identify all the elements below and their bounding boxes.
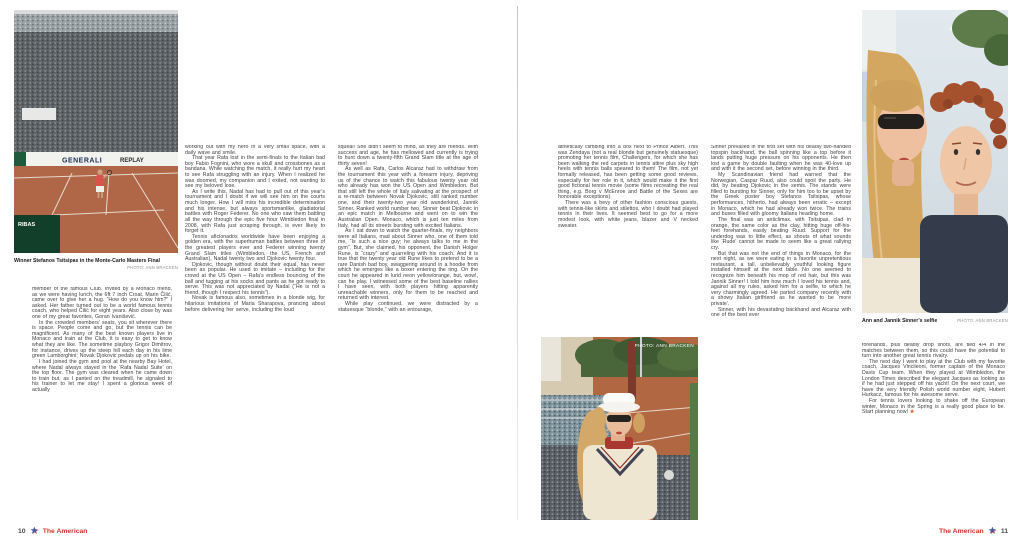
scoreboard-tower	[628, 341, 636, 399]
end-of-article-star: ★	[907, 409, 915, 416]
paragraph: I had joined the gym and pool at the nearby Bay Hotel, where Nadal always stayed in the ‘Rafa Nadal Suite’ on the top floor. The gym was cleared when he came down to train but, as I panted on the treadmill, he signaled to his trainer to let me stay! I spent a glorious week of actually	[32, 358, 172, 393]
paragraph: The next day I went to play at the Club with my favorite coach, Jacques Vincileoni, former captain of the Monaco Davis Cup team. When they played at Wimbledon, the London Times described the elegant Jacques as looking as if he had just stepped off his yacht! On the next court, we have the very friendly Polish world number eight, Hubert Hurkacz, famous for his awesome serve.	[862, 358, 1005, 399]
paragraph: member of the famous Club. Invited by a Monaco friend, as we were having lunch, the 6ft 7 inch Croat, Marin Čilić, came over to give her a hug. “How do you know him?” I asked. Her father turned out to be a world famous tennis coach, who helped Čilić for eight years. Also close by was one of my great favorites, Goran Ivanišević.	[32, 287, 172, 321]
magazine-brand: The American	[938, 527, 984, 535]
paragraph: The final was an anticlimax, with Tsitsipas, clad in orange, the same color as the clay, hitting huge off-his-feet forehands, easily beating Ruud. Support for the underdog was to little effect, as shouts of what sounds like ‘Rude’ cannot be made to seem like a great rallying cry.	[711, 216, 851, 251]
right-page-footer	[939, 527, 1008, 535]
paragraph: For tennis lovers looking to shake off the European winter, Monaco in the Spring is a really good place to be. Start planning now! ★	[862, 398, 1005, 416]
paragraph: As well as Rafa, Carlos Alcaraz had to withdraw from the tournament this year with a forearm injury, depriving us of the chance to watch this fabulous twenty year old who already has won the US Open and Wimbledon. But that still left the whole of Italy salivating at the prospect of a re-match between Novak Djokovic, still ranked number one, and their twenty-two year old wunderkind, Jannik Sinner. Ranked world number two, Sinner beat Djokovic in an epic match in Melbourne and went on to win the Australian Open. Monaco, which is just ten miles from Italy, had all its streets bursting with excited Italians.	[338, 166, 478, 229]
selfie-photo-graphic	[862, 10, 1008, 313]
paragraph: Novak is famous also, sometimes in a blonde wig, for hilarious imitations of Maria Sharapova, prancing about before delivering her serve, including the loud	[185, 295, 325, 313]
page-number: 10	[18, 527, 26, 535]
crowd-banner-patch	[22, 108, 56, 120]
left-column-1	[32, 287, 172, 517]
page-number: 11	[1000, 527, 1008, 535]
left-column-3	[338, 145, 478, 519]
paragraph: In the crowded members’ seats, you sit wherever there is space. People come and go, but the tennis can be magnificent. As many of the best known players live in Monaco and train at the Club, it is easy to get to know what they are like. The sometime playboy Grigor Dimitrov, for instance, drives up the steep hill each day in his lime green Lamborghini; Novak Djokovic pedals up on his bike.	[32, 319, 172, 360]
right-column-2	[711, 145, 851, 519]
board-text: RIBAS	[18, 222, 36, 228]
court-photo-graphic	[541, 337, 698, 520]
paragraph: working out with my hero in a very small space, with a daily wave and smile.	[185, 145, 325, 156]
photo-credit: PHOTO: ANN BRACKEN	[957, 318, 1008, 323]
match-photo-graphic	[14, 10, 178, 253]
paragraph: As I write this, Nadal has had to pull out of this year’s tournament and I doubt if we will see him on the courts much longer. How I will miss his incredible determination and his intense, but always sportsmanlike, gladiatorial battles with Roger Federer. No one who saw them battling all the way through the epic five hour Wimbledon final in 2008, with Rafa just scraping through, is ever likely to forget it.	[185, 188, 325, 235]
paragraph: As I sat down to watch the quarter-finals, my neighbors were all Italians, mad about Sinner who, one of them told me, “Is such a nice guy; he always talks to me in the gym”. But, she claimed, his opponent, the Danish Holger Rune, is “crazy” and quarreling with his coach. And it is true that the twenty year old Rune likes to pretend to be a rare Danish bad boy, swaggering around in a hoodie from which he emerges like a boxer entering the ring. On the court he appeared in lurid neon yellow/orange, but, wow!, can he play. I witnessed some of the best baseline rallies I have seen, with both players hitting apparently unreachable winners, only for them to be reached and returned with interest.	[338, 228, 478, 302]
caption-title: Ann and Jannik Sinner’s selfie	[862, 318, 938, 324]
page-fold-divider	[517, 6, 518, 520]
paragraph: While play continued, we were distracted by a statuesque “blonde,” with an entourage,	[338, 301, 478, 313]
magazine-brand: The American	[42, 527, 88, 535]
paragraph: squeal! She didn’t seem to mind, as they are friends. With success and age, he has mellowed and currently is trying to hunt down a twenty-fifth Grand Slam title at the age of thirty seven!	[338, 145, 478, 167]
sunglasses	[607, 415, 631, 422]
photo-credit: PHOTO: ANN BRACKEN	[127, 264, 178, 270]
sponsor-text-generali: GENERALI	[62, 157, 103, 165]
green-canopy	[690, 383, 698, 520]
paragraph: forehands, plus deadly drop shots, are tied 4/4 in the matches between them, so this could have the potential to turn into another great tennis rivalry.	[862, 343, 1005, 360]
sunglasses	[878, 114, 924, 129]
paragraph: athletically climbing into a box next to Prince Albert. This was Zendaya (not a real blonde but genuinely statuesque) promoting her tennis film, Challengers, for which she has been walking the red carpets in tennis attire plus sky high heels with tennis balls speared to them! The film, not yet formally released, has been getting some good reviews, especially for her role in it, which would make it the first good fictional tennis movie (some films recreating the real thing, e.g. Borg v McEnroe and Battle of the Sexes are honorable exceptions).	[558, 145, 698, 201]
paragraph: Sinner prevailed in the first set with his deadly two-handed topspin backhand, the ball spinning like a top before it lands putting huge pressure on his opponents. He then lost a game by double faulting when he was 40-love up and with it the second set, before winning in the third.	[711, 145, 851, 173]
paragraph: Sinner, with his devastating backhand and Alcaraz with one of the best ever	[711, 306, 851, 319]
star-icon: ★	[30, 526, 38, 535]
star-icon: ★	[988, 526, 996, 535]
selfie-caption	[862, 318, 1008, 325]
court-side-board	[14, 215, 60, 253]
paragraph: Djokovic, though without doubt their equal, has never been as popular. He used to imitate – including for the crowd at the US Open – Rafa’s endless bouncing of the ball and tugging at his socks and pants as he got ready to serve. This was not appreciated by Nadal (“He is not a friend, though I respect his tennis”).	[185, 261, 325, 296]
left-page-footer	[18, 527, 87, 535]
paragraph: My Scandinavian friend had warned that the Norwegian, Caspar Ruud, also could spoil the party. He did, by beating Djokovic in the semis. The stands were filled to bursting for Sinner, only for him too to be upset by the Greek poster boy Stefanos Tsitsipas, whose performances, hitherto, had always been erratic – except in Monaco, which he had already won twice. The trains and buses filled with gloomy Italians heading home.	[711, 172, 851, 218]
right-column-1	[558, 145, 698, 335]
paragraph: Tennis aficionados worldwide have been enjoying a golden era, with the superhuman battles between three of the greatest players ever and Federer winning twenty Grand Slam titles (Wimbledon, the US, French and Australian), Nadal twenty two and Djokovic twenty four.	[185, 233, 325, 263]
right-column-3	[862, 343, 1005, 519]
paragraph: There was a bevy of other fashion conscious guests, with tennis-like skirts and stilettos, who I doubt had played tennis in their lives. It seemed best to go for a more modest look, with white jeans, blazer and V necked sweater.	[558, 200, 698, 229]
caption-title: Winner Stefanos Tsitsipas in the Monte-Carlo Masters Final	[14, 258, 160, 264]
court-photo	[541, 337, 698, 520]
selfie-photo	[862, 10, 1008, 313]
match-photo	[14, 10, 178, 253]
left-column-2	[185, 145, 325, 519]
sponsor-text-replay: REPLAY	[120, 158, 144, 164]
photo-credit-overlay: PHOTO: ANN BRACKEN	[634, 344, 694, 349]
paragraph: But that was not the end of things in Monaco, for the next night, as we were eating in a favorite unpretentious restaurant, a tall, unbelievably youthful looking figure installed himself at the next table. No one seemed to recognize him beneath his mop of red hair, but this was Jannik Sinner! I told him how much I loved his tennis and, against all my rules, asked him for a selfie, to which he very charmingly agreed. He parted company recently with a showy Italian girlfriend as he wanted to be ‘more private’.	[711, 250, 851, 308]
dark-top	[920, 215, 1008, 313]
paragraph: That year Rafa lost in the semi-finals to the Italian bad boy Fabio Fognini, who wore a skull and crossbones as a bandana. While watching the match, it really hurt my heart to see Rafa struggling with an injury. When I realized he was doomed, my companion and I exited, not wanting to see my beloved lose.	[185, 155, 325, 190]
match-photo-caption	[14, 258, 178, 270]
